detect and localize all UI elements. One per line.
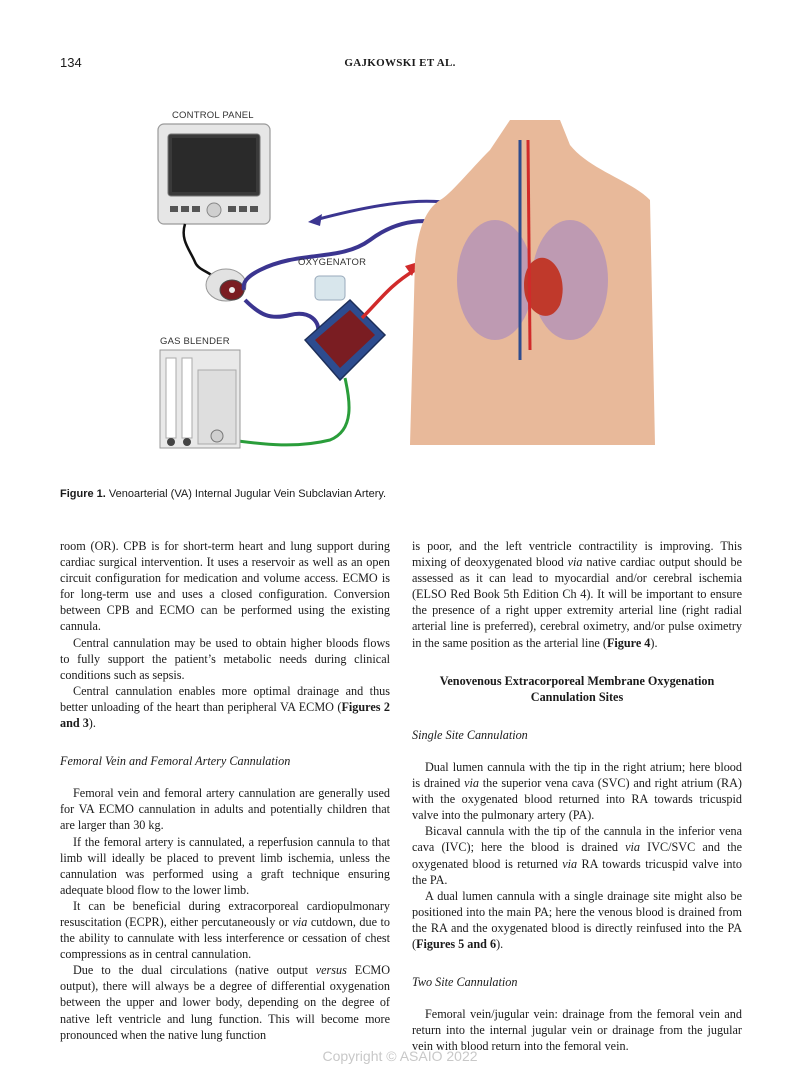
right-paragraph-1: is poor, and the left ventricle contractility is improving. This mixing of deoxygenated blood via native cardiac output should be assessed as it can lead to myocardial and/or cerebral ischemia (ELSO Red Book 5th Edition Ch 4). It will be important to ensure the presence of a right upper extremity arterial line (right radial arterial line is preferred), cerebral oximetry, and/or pulse oximetry in the same position as the arterial line (Figure 4). [412, 539, 742, 650]
figure-reference[interactable]: Figure 4 [606, 635, 651, 650]
subheading-femoral: Femoral Vein and Femoral Artery Cannulation [60, 754, 291, 769]
subheading-single-site: Single Site Cannulation [412, 727, 528, 742]
figure-reference[interactable]: Figures 2 and 3 [60, 699, 390, 731]
copyright-watermark: Copyright © ASAIO 2022 [322, 1048, 478, 1064]
left-paragraph-6: It can be beneficial during extracorporeal cardiopulmonary resuscitation (ECPR), either percutaneously or via cutdown, due to the ability to cannulate with less interference or cessation of chest compressions as in central cannulation. [60, 898, 390, 962]
running-title: GAJKOWSKI ET AL. [344, 57, 456, 69]
figure-caption-label: Figure 1. [60, 488, 106, 500]
figure-caption [60, 488, 386, 500]
pump-illustration [206, 269, 246, 301]
ecmo-figure [150, 100, 660, 460]
left-paragraph-2: Central cannulation may be used to obtain higher bloods flows to fully support the patient’s metabolic needs during clinical conditions such as sepsis. [60, 635, 390, 682]
subheading-two-site: Two Site Cannulation [412, 975, 518, 990]
left-paragraph-7: Due to the dual circulations (native output versus ECMO output), there will always be a degree of differential oxygenation between the upper and lower body, depending on the degree of native left ventricle and lung function. This will become more pronounced when the native lung function [60, 963, 390, 1042]
left-column [60, 538, 390, 1043]
left-paragraph-4: Femoral vein and femoral artery cannulation are generally used for VA ECMO cannulation in adults and potentially children that are larger than 30 kg. [60, 786, 390, 833]
left-paragraph-3: Central cannulation enables more optimal drainage and thus better unloading of the heart than peripheral VA ECMO (Figures 2 and 3). [60, 683, 390, 731]
figure-reference[interactable]: Figures 5 and 6 [416, 936, 497, 951]
control-panel-illustration [158, 110, 270, 224]
gas-blender-label: GAS BLENDER [160, 336, 230, 347]
patient-torso-illustration [410, 120, 655, 445]
left-paragraph-5: If the femoral artery is cannulated, a reperfusion cannula to that limb will ideally be placed to prevent limb ischemia, unless the cannulation was performed using a graft technique ensuring adequate blood flow to the lower limb. [60, 834, 390, 897]
section-heading: Venovenous Extracorporeal Membrane Oxygenation Cannulation Sites [439, 673, 715, 704]
right-paragraph-3: Bicaval cannula with the tip of the cannula in the inferior vena cava (IVC); here the blood is drained via IVC/SVC and the oxygenated blood is returned via RA towards tricuspid valve into the PA. [412, 824, 742, 887]
control-panel-label: CONTROL PANEL [172, 110, 254, 121]
right-column [412, 538, 742, 1054]
right-paragraph-4: A dual lumen cannula with a single drainage site might also be positioned into the main PA; here the venous blood is drained from the RA and the oxygenated blood is directly reinfused into the PA (Figures 5 and 6). [412, 888, 742, 951]
figure-caption-text: Venoarterial (VA) Internal Jugular Vein Subclavian Artery. [108, 488, 387, 500]
left-paragraph-1: room (OR). CPB is for short-term heart and lung support during cardiac surgical intervention. It uses a reservoir as well as an open circuit configuration for medication and volume access. ECMO is for long-term use and uses a closed configuration. Conversion between CPB and ECMO can be performed using the existing cannula. [60, 539, 390, 634]
page-number: 134 [60, 55, 82, 70]
gas-blender-illustration [160, 336, 240, 448]
oxygenator-label: OXYGENATOR [298, 257, 367, 268]
right-paragraph-2: Dual lumen cannula with the tip in the right atrium; here blood is drained via the superior vena cava (SVC) and right atrium (RA) with the oxygenated blood returned into RA towards tricuspid valve into the pulmonary artery (PA). [412, 759, 742, 823]
right-paragraph-5: Femoral vein/jugular vein: drainage from the femoral vein and return into the internal jugular vein or drainage from the jugular vein with blood return into the femoral vein. [412, 1007, 742, 1054]
